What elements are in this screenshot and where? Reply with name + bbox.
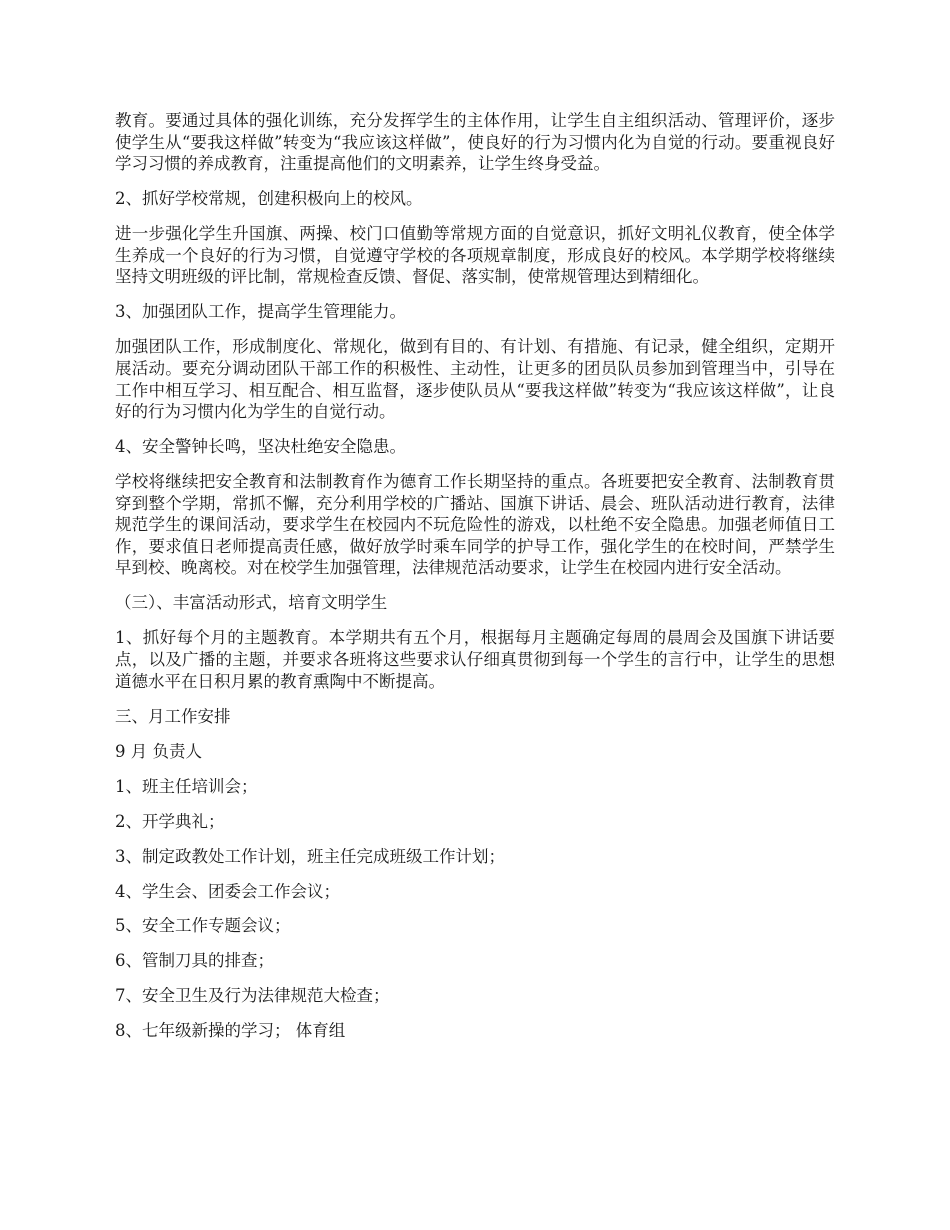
- paragraph-safety: 学校将继续把安全教育和法制教育作为德育工作长期坚持的重点。各班要把安全教育、法制教育贯穿到整个学期，常抓不懈，充分利用学校的广播站、国旗下讲话、晨会、班队活动进行教育，法律规范学生的课间活动，要求学生在校园内不玩危险性的游戏，以杜绝不安全隐患。加强老师值日工作，要求值日老师提高责任感，做好放学时乘车同学的护导工作，强化学生的在校时间，严禁学生早到校、晚离校。对在校学生加强管理，法律规范活动要求，让学生在校园内进行安全活动。: [115, 472, 835, 578]
- schedule-item: 1、班主任培训会；: [115, 776, 258, 796]
- document-body: [115, 110, 835, 1055]
- heading-school-routine: 2、抓好学校常规，创建积极向上的校风。: [115, 189, 423, 209]
- heading-safety: 4、安全警钟长鸣，坚决杜绝安全隐患。: [115, 437, 406, 457]
- heading-activities: （三）、丰富活动形式，培育文明学生: [115, 593, 388, 613]
- schedule-item: 7、安全卫生及行为法律规范大检查；: [115, 986, 390, 1006]
- paragraph-school-routine: 进一步强化学生升国旗、两操、校门口值勤等常规方面的自觉意识，抓好文明礼仪教育，使全体学生养成一个良好的行为习惯，自觉遵守学校的各项规章制度，形成良好的校风。本学期学校将继续坚持文明班级的评比制，常规检查反馈、督促、落实制，使常规管理达到精细化。: [115, 224, 835, 287]
- schedule-item: 2、开学典礼；: [115, 811, 225, 831]
- schedule-item: 6、管制刀具的排查；: [115, 951, 274, 971]
- heading-team-work: 3、加强团队工作，提高学生管理能力。: [115, 302, 406, 322]
- schedule-item: 4、学生会、团委会工作会议；: [115, 881, 340, 901]
- heading-monthly-schedule: 三、月工作安排: [115, 706, 231, 726]
- schedule-item: 5、安全工作专题会议；: [115, 916, 291, 936]
- schedule-item: 8、七年级新操的学习； 体育组: [115, 1021, 346, 1041]
- schedule-month-header: 9 月 负责人: [115, 741, 202, 761]
- paragraph-education-habits: 教育。要通过具体的强化训练，充分发挥学生的主体作用，让学生自主组织活动、管理评价，逐步使学生从“要我这样做”转变为“我应该这样做”，使良好的行为习惯内化为自觉的行动。要重视良好学习习惯的养成教育，注重提高他们的文明素养，让学生终身受益。: [115, 111, 835, 174]
- paragraph-monthly-theme: 1、抓好每个月的主题教育。本学期共有五个月，根据每月主题确定每周的晨周会及国旗下讲话要点，以及广播的主题，并要求各班将这些要求认仔细真贯彻到每一个学生的言行中，让学生的思想道德水平在日积月累的教育熏陶中不断提高。: [115, 628, 835, 691]
- paragraph-team-work: 加强团队工作，形成制度化、常规化，做到有目的、有计划、有措施、有记录，健全组织，定期开展活动。要充分调动团队干部工作的积极性、主动性，让更多的团员队员参加到管理当中，引导在工作中相互学习、相互配合、相互监督，逐步使队员从“要我这样做”转变为“我应该这样做”，让良好的行为习惯内化为学生的自觉行动。: [115, 337, 835, 422]
- schedule-item: 3、制定政教处工作计划，班主任完成班级工作计划；: [115, 846, 505, 866]
